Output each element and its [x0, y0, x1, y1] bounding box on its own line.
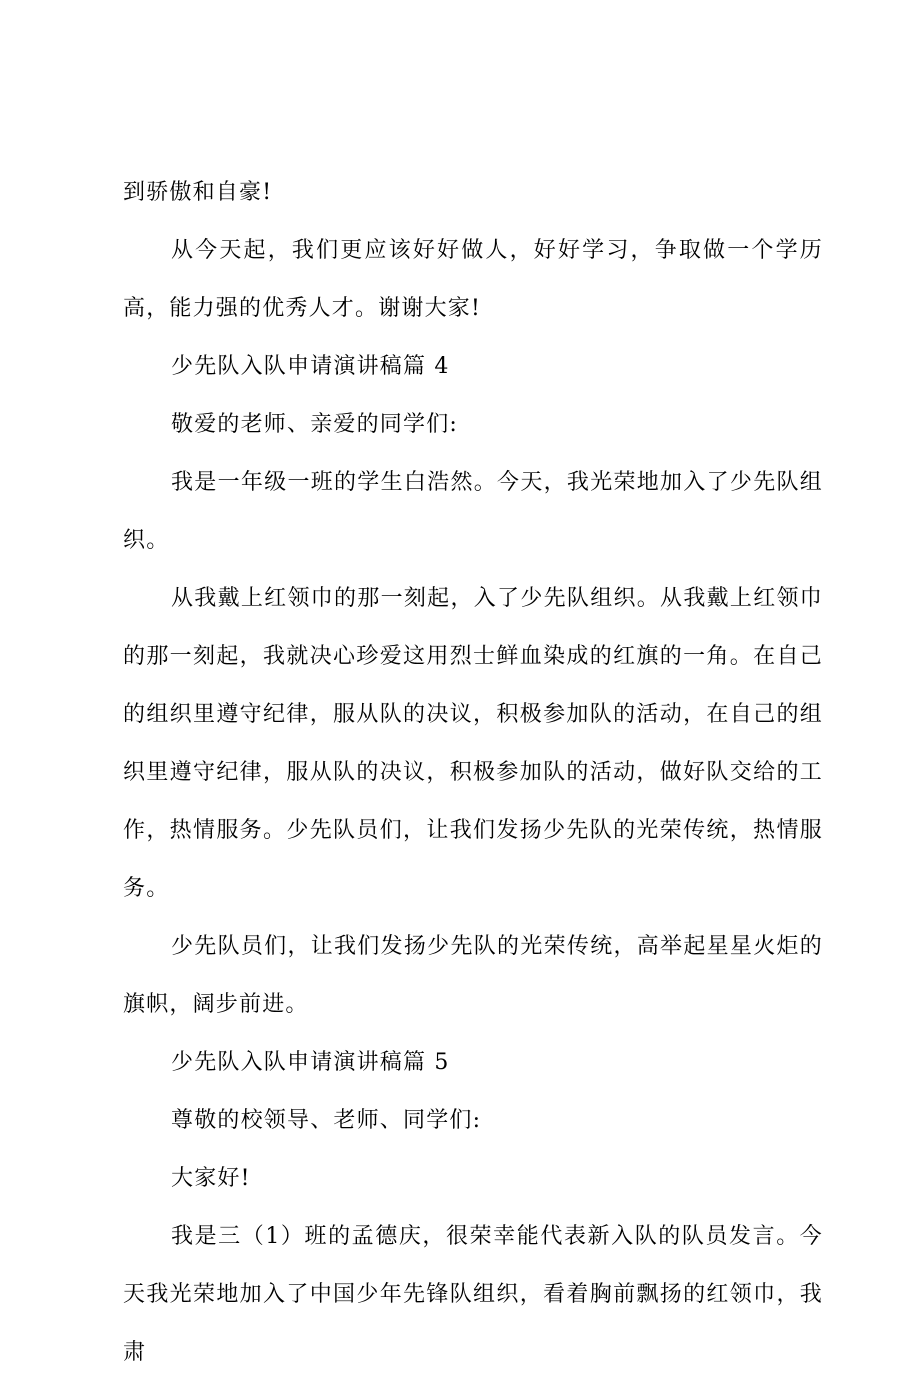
paragraph: 少先队员们，让我们发扬少先队的光荣传统，高举起星星火炬的旗帜，阔步前进。 — [123, 934, 823, 1017]
paragraph: 从我戴上红领巾的那一刻起，入了少先队组织。从我戴上红领巾的那一刻起，我就决心珍爱这用烈士鲜血染成的红旗的一角。在自己的组织里遵守纪律，服从队的决议，积极参加队的活动，在自己的组织里遵守纪律，服从队的决议，积极参加队的活动，做好队交给的工作，热情服务。少先队员们，让我们发扬少先队的光荣传统，热情服务。 — [123, 586, 823, 901]
document-body — [123, 164, 823, 1382]
paragraph: 到骄傲和自豪! — [123, 180, 273, 205]
paragraph: 从今天起，我们更应该好好做人，好好学习，争取做一个学历高，能力强的优秀人才。谢谢大家! — [123, 238, 823, 321]
salutation: 尊敬的校领导、老师、同学们: — [171, 1108, 482, 1133]
salutation: 敬爱的老师、亲爱的同学们: — [171, 412, 459, 437]
paragraph: 我是三（1）班的孟德庆，很荣幸能代表新入队的队员发言。今天我光荣地加入了中国少年先锋队组织，看着胸前飘扬的红领巾，我肃 — [123, 1224, 823, 1365]
greeting: 大家好! — [171, 1166, 251, 1191]
section-heading: 少先队入队申请演讲稿篇 4 — [171, 354, 450, 379]
paragraph: 我是一年级一班的学生白浩然。今天，我光荣地加入了少先队组织。 — [123, 470, 823, 553]
section-heading: 少先队入队申请演讲稿篇 5 — [171, 1050, 450, 1075]
